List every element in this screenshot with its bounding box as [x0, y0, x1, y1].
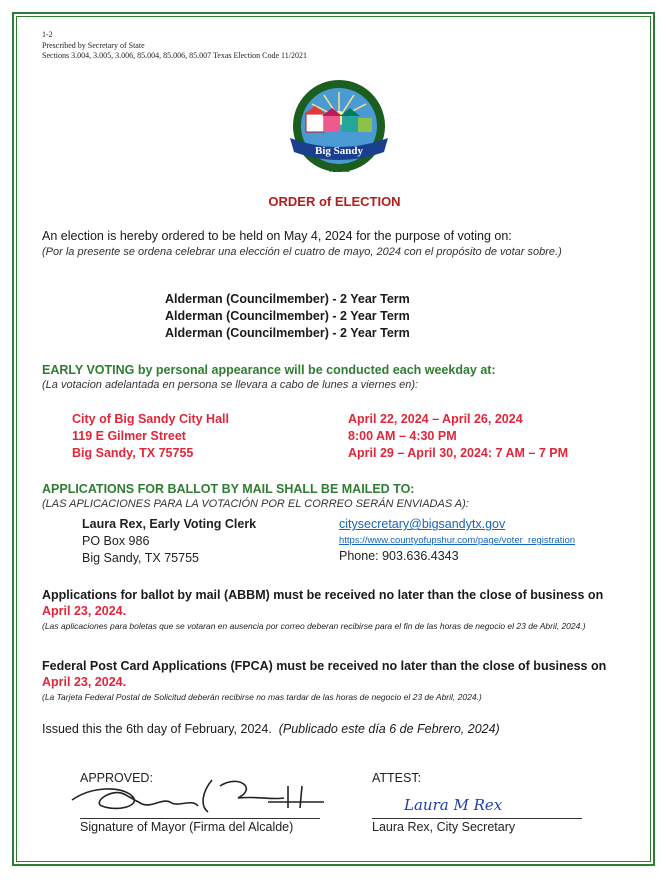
issued-date-english: Issued this the 6th day of February, 2024.	[42, 722, 272, 736]
secretary-caption: Laura Rex, City Secretary	[372, 820, 516, 834]
applications-heading-spanish: (LAS APLICACIONES PARA LA VOTACIÓN POR EL CORREO SERÁN ENVIADAS A):	[42, 498, 469, 510]
ev-location-name: City of Big Sandy City Hall	[72, 412, 229, 426]
fpca-deadline-text: Federal Post Card Applications (FPCA) must be received no later than the close of business on	[42, 659, 607, 673]
mayor-signature-line	[80, 818, 320, 819]
intro-text: An election is hereby ordered to be held on May 4, 2024 for the purpose of voting on:	[42, 229, 512, 243]
big-sandy-logo	[284, 76, 394, 186]
abbm-deadline-date: April 23, 2024.	[42, 604, 127, 618]
ev-location-street: 119 E Gilmer Street	[72, 429, 186, 443]
abbm-deadline-spanish: (Las aplicaciones para boletas que se votaran en ausencia por correo deberan recibirse para el fin de las horas de negocio el 23 de Abril, 2024.)	[42, 621, 586, 631]
attest-label: ATTEST:	[372, 771, 422, 785]
office-3: Alderman (Councilmember) - 2 Year Term	[165, 326, 410, 340]
clerk-email-link[interactable]: citysecretary@bigsandytx.gov	[339, 517, 506, 531]
secretary-signature: Laura M Rex	[404, 796, 503, 814]
logo-city-text: Big Sandy	[315, 145, 363, 157]
issued-date-spanish: (Publicado este día 6 de Febrero, 2024)	[278, 722, 500, 736]
office-1: Alderman (Councilmember) - 2 Year Term	[165, 292, 410, 306]
clerk-po-box: PO Box 986	[82, 534, 150, 548]
fpca-deadline-date: April 23, 2024.	[42, 675, 127, 689]
ev-location-city: Big Sandy, TX 75755	[72, 446, 194, 460]
fpca-deadline-spanish: (La Tarjeta Federal Postal de Solicitud deberán recibirse no mas tardar de las horas de negocio el 23 de Abril, 2024.)	[42, 692, 482, 702]
mayor-caption: Signature of Mayor (Firma del Alcalde)	[80, 820, 294, 834]
logo-state-text: TEXAS	[328, 167, 350, 174]
intro-text-spanish: (Por la presente se ordena celebrar una elección el cuatro de mayo, 2024 con el propósito de votar sobre.)	[42, 246, 562, 258]
secretary-signature-line	[372, 818, 582, 819]
clerk-phone: Phone: 903.636.4343	[339, 549, 459, 563]
clerk-city: Big Sandy, TX 75755	[82, 551, 199, 565]
office-2: Alderman (Councilmember) - 2 Year Term	[165, 309, 410, 323]
document-title: ORDER of ELECTION	[268, 194, 401, 209]
code-sections: Sections 3.004, 3.005, 3.006, 85.004, 85.006, 85.007 Texas Election Code 11/2021	[42, 51, 307, 60]
ev-schedule-hours: 8:00 AM – 4:30 PM	[348, 429, 457, 443]
mayor-signature	[62, 768, 332, 820]
early-voting-heading-spanish: (La votacion adelantada en persona se llevara a cabo de lunes a viernes en):	[42, 379, 419, 391]
applications-heading: APPLICATIONS FOR BALLOT BY MAIL SHALL BE MAILED TO:	[42, 482, 415, 496]
early-voting-heading: EARLY VOTING by personal appearance will be conducted each weekday at:	[42, 363, 496, 377]
ev-schedule-dates: April 22, 2024 – April 26, 2024	[348, 412, 523, 426]
issued-date	[42, 722, 500, 736]
clerk-name: Laura Rex, Early Voting Clerk	[82, 517, 257, 531]
voter-registration-link[interactable]: https://www.countyofupshur.com/page/voter_registration	[339, 535, 576, 546]
approved-label: APPROVED:	[80, 771, 153, 785]
form-number: 1-2	[42, 30, 53, 39]
ev-schedule-extended: April 29 – April 30, 2024: 7 AM – 7 PM	[348, 446, 568, 460]
prescribed-line: Prescribed by Secretary of State	[42, 41, 145, 50]
abbm-deadline-text: Applications for ballot by mail (ABBM) must be received no later than the close of business on	[42, 588, 604, 602]
